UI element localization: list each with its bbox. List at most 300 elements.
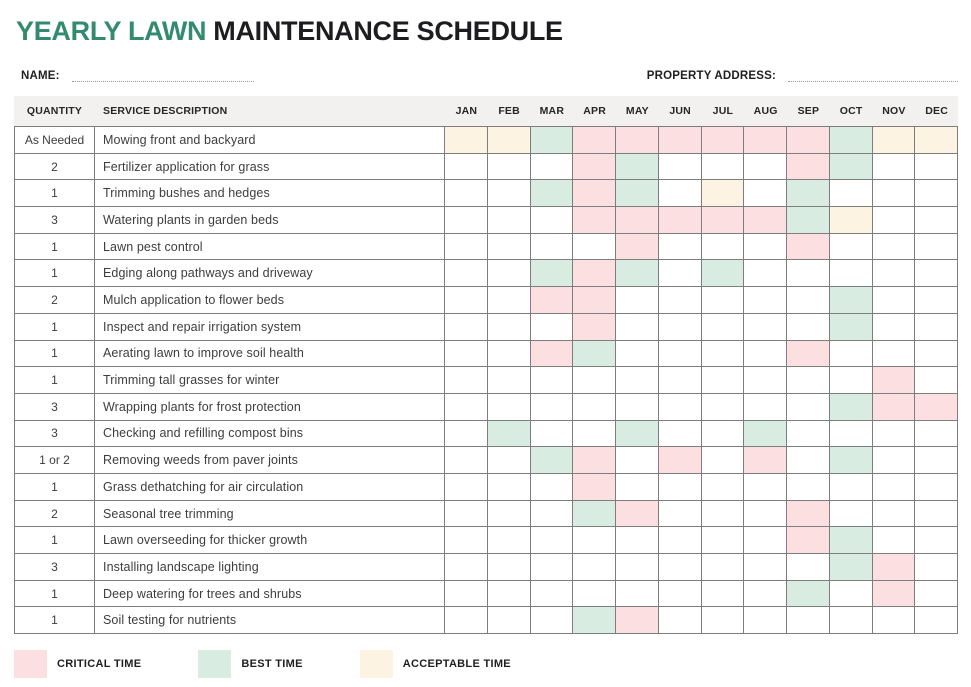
quantity-cell: 1 or 2 bbox=[14, 447, 95, 474]
service-description-cell: Mowing front and backyard bbox=[95, 127, 445, 154]
month-cell bbox=[488, 341, 531, 368]
legend bbox=[14, 650, 958, 678]
month-cell bbox=[659, 447, 702, 474]
month-cell bbox=[830, 581, 873, 608]
month-cell bbox=[445, 260, 488, 287]
quantity-cell: 1 bbox=[14, 260, 95, 287]
service-description-cell: Aerating lawn to improve soil health bbox=[95, 341, 445, 368]
month-cell bbox=[616, 260, 659, 287]
month-cell bbox=[445, 341, 488, 368]
service-description-cell: Lawn overseeding for thicker growth bbox=[95, 527, 445, 554]
month-cell bbox=[488, 180, 531, 207]
month-cell bbox=[787, 154, 830, 181]
month-column-header: JUL bbox=[712, 105, 734, 118]
table-row bbox=[14, 447, 958, 474]
month-cell bbox=[744, 421, 787, 448]
month-cell bbox=[573, 447, 616, 474]
quantity-cell: 3 bbox=[14, 394, 95, 421]
title-highlight: YEARLY LAWN bbox=[16, 16, 207, 46]
quantity-cell: 1 bbox=[14, 607, 95, 634]
title-rest: MAINTENANCE SCHEDULE bbox=[213, 16, 563, 46]
month-cell bbox=[702, 127, 745, 154]
month-cell bbox=[744, 314, 787, 341]
month-cell bbox=[531, 527, 574, 554]
month-cell bbox=[830, 341, 873, 368]
month-cell bbox=[873, 260, 916, 287]
month-cell bbox=[573, 527, 616, 554]
month-cell bbox=[787, 607, 830, 634]
quantity-cell: 1 bbox=[14, 367, 95, 394]
table-row bbox=[14, 234, 958, 261]
table-row bbox=[14, 127, 958, 154]
month-cell bbox=[531, 154, 574, 181]
month-cell bbox=[915, 234, 958, 261]
month-cell bbox=[744, 127, 787, 154]
service-description-cell: Edging along pathways and driveway bbox=[95, 260, 445, 287]
month-cell bbox=[830, 287, 873, 314]
month-cell bbox=[616, 421, 659, 448]
month-cell bbox=[488, 607, 531, 634]
month-cell bbox=[873, 554, 916, 581]
legend-swatch bbox=[198, 650, 231, 678]
month-cell bbox=[744, 341, 787, 368]
month-cell bbox=[488, 421, 531, 448]
month-cell bbox=[744, 154, 787, 181]
month-column-header: AUG bbox=[753, 105, 778, 118]
quantity-cell: 1 bbox=[14, 527, 95, 554]
month-cell bbox=[531, 474, 574, 501]
month-cell bbox=[488, 394, 531, 421]
month-cell bbox=[830, 501, 873, 528]
month-cell bbox=[659, 234, 702, 261]
month-cell bbox=[744, 447, 787, 474]
month-cell bbox=[873, 287, 916, 314]
month-cell bbox=[531, 367, 574, 394]
month-cell bbox=[445, 207, 488, 234]
month-cell bbox=[488, 474, 531, 501]
month-cell bbox=[488, 287, 531, 314]
service-description-cell: Checking and refilling compost bins bbox=[95, 421, 445, 448]
month-cell bbox=[702, 554, 745, 581]
month-cell bbox=[702, 421, 745, 448]
month-cell bbox=[702, 447, 745, 474]
month-cell bbox=[445, 234, 488, 261]
legend-swatch bbox=[360, 650, 393, 678]
month-cell bbox=[787, 554, 830, 581]
month-cell bbox=[702, 207, 745, 234]
month-cell bbox=[787, 180, 830, 207]
month-cell bbox=[744, 180, 787, 207]
month-cell bbox=[873, 447, 916, 474]
month-cell bbox=[702, 180, 745, 207]
service-description-cell: Lawn pest control bbox=[95, 234, 445, 261]
service-description-cell: Deep watering for trees and shrubs bbox=[95, 581, 445, 608]
month-cell bbox=[915, 474, 958, 501]
month-cell bbox=[787, 474, 830, 501]
month-cell bbox=[573, 367, 616, 394]
month-cell bbox=[573, 421, 616, 448]
month-cell bbox=[531, 341, 574, 368]
month-cell bbox=[616, 527, 659, 554]
legend-label: BEST TIME bbox=[241, 658, 303, 671]
month-cell bbox=[702, 287, 745, 314]
table-row bbox=[14, 154, 958, 181]
month-cell bbox=[488, 447, 531, 474]
month-cell bbox=[488, 314, 531, 341]
table-row bbox=[14, 501, 958, 528]
month-cell bbox=[488, 501, 531, 528]
month-cell bbox=[531, 260, 574, 287]
month-cell bbox=[702, 154, 745, 181]
month-column-header: SEP bbox=[797, 105, 820, 118]
month-column-header: JAN bbox=[455, 105, 478, 118]
service-description-cell: Inspect and repair irrigation system bbox=[95, 314, 445, 341]
service-column-header: SERVICE DESCRIPTION bbox=[103, 105, 228, 118]
month-cell bbox=[573, 314, 616, 341]
month-cell bbox=[531, 207, 574, 234]
quantity-cell: 2 bbox=[14, 154, 95, 181]
month-cell bbox=[445, 127, 488, 154]
month-cell bbox=[873, 394, 916, 421]
month-cell bbox=[830, 314, 873, 341]
service-description-cell: Wrapping plants for frost protection bbox=[95, 394, 445, 421]
month-cell bbox=[873, 341, 916, 368]
month-cell bbox=[616, 607, 659, 634]
table-row bbox=[14, 260, 958, 287]
month-cell bbox=[445, 314, 488, 341]
month-cell bbox=[830, 154, 873, 181]
quantity-cell: 1 bbox=[14, 180, 95, 207]
month-cell bbox=[702, 607, 745, 634]
property-address-label: PROPERTY ADDRESS: bbox=[646, 70, 776, 83]
month-cell bbox=[744, 287, 787, 314]
table-row bbox=[14, 314, 958, 341]
month-column-header: JUN bbox=[669, 105, 691, 118]
month-column-header: DEC bbox=[925, 105, 949, 118]
month-cell bbox=[616, 287, 659, 314]
month-cell bbox=[659, 287, 702, 314]
month-cell bbox=[915, 581, 958, 608]
month-cell bbox=[659, 474, 702, 501]
month-cell bbox=[659, 314, 702, 341]
quantity-cell: 2 bbox=[14, 287, 95, 314]
month-cell bbox=[787, 341, 830, 368]
month-cell bbox=[830, 207, 873, 234]
month-cell bbox=[830, 474, 873, 501]
month-cell bbox=[830, 554, 873, 581]
quantity-cell: 1 bbox=[14, 341, 95, 368]
month-cell bbox=[744, 527, 787, 554]
month-cell bbox=[445, 527, 488, 554]
table-row bbox=[14, 527, 958, 554]
name-field bbox=[21, 68, 254, 82]
property-address-input-line[interactable] bbox=[788, 68, 958, 82]
service-description-cell: Grass dethatching for air circulation bbox=[95, 474, 445, 501]
table-row bbox=[14, 341, 958, 368]
month-cell bbox=[702, 314, 745, 341]
month-cell bbox=[616, 394, 659, 421]
quantity-cell: 1 bbox=[14, 474, 95, 501]
month-cell bbox=[873, 127, 916, 154]
month-cell bbox=[915, 207, 958, 234]
month-cell bbox=[616, 154, 659, 181]
month-cell bbox=[488, 527, 531, 554]
month-cell bbox=[659, 527, 702, 554]
month-cell bbox=[445, 554, 488, 581]
month-cell bbox=[573, 234, 616, 261]
month-cell bbox=[830, 180, 873, 207]
month-cell bbox=[787, 127, 830, 154]
month-cell bbox=[616, 234, 659, 261]
month-cell bbox=[445, 154, 488, 181]
table-row bbox=[14, 554, 958, 581]
month-cell bbox=[659, 581, 702, 608]
month-cell bbox=[445, 367, 488, 394]
month-cell bbox=[744, 554, 787, 581]
month-cell bbox=[702, 501, 745, 528]
month-cell bbox=[616, 207, 659, 234]
service-description-cell: Seasonal tree trimming bbox=[95, 501, 445, 528]
month-cell bbox=[573, 180, 616, 207]
month-cell bbox=[744, 207, 787, 234]
month-cell bbox=[445, 474, 488, 501]
month-cell bbox=[531, 501, 574, 528]
month-cell bbox=[787, 527, 830, 554]
table-row bbox=[14, 180, 958, 207]
month-cell bbox=[915, 127, 958, 154]
month-column-header: MAY bbox=[625, 105, 649, 118]
property-address-field bbox=[647, 68, 958, 82]
month-cell bbox=[531, 447, 574, 474]
month-cell bbox=[702, 367, 745, 394]
quantity-cell: 3 bbox=[14, 421, 95, 448]
quantity-cell: 1 bbox=[14, 581, 95, 608]
service-description-cell: Fertilizer application for grass bbox=[95, 154, 445, 181]
month-cell bbox=[573, 501, 616, 528]
month-cell bbox=[787, 260, 830, 287]
month-cell bbox=[573, 474, 616, 501]
month-cell bbox=[531, 581, 574, 608]
table-header bbox=[14, 96, 958, 126]
month-cell bbox=[873, 421, 916, 448]
month-cell bbox=[787, 234, 830, 261]
month-cell bbox=[744, 234, 787, 261]
service-description-cell: Soil testing for nutrients bbox=[95, 607, 445, 634]
month-cell bbox=[573, 260, 616, 287]
month-cell bbox=[531, 421, 574, 448]
legend-label: CRITICAL TIME bbox=[57, 658, 142, 671]
month-cell bbox=[659, 607, 702, 634]
month-cell bbox=[445, 287, 488, 314]
month-cell bbox=[915, 287, 958, 314]
service-description-cell: Installing landscape lighting bbox=[95, 554, 445, 581]
service-description-cell: Removing weeds from paver joints bbox=[95, 447, 445, 474]
month-cell bbox=[830, 421, 873, 448]
month-cell bbox=[616, 581, 659, 608]
month-cell bbox=[744, 501, 787, 528]
month-cell bbox=[830, 367, 873, 394]
month-cell bbox=[787, 581, 830, 608]
month-cell bbox=[573, 154, 616, 181]
page-title bbox=[16, 16, 958, 47]
month-cell bbox=[573, 287, 616, 314]
month-cell bbox=[830, 234, 873, 261]
month-column-header: OCT bbox=[839, 105, 863, 118]
month-cell bbox=[445, 581, 488, 608]
month-cell bbox=[659, 367, 702, 394]
month-cell bbox=[873, 367, 916, 394]
month-cell bbox=[616, 314, 659, 341]
legend-item bbox=[360, 650, 511, 678]
service-description-cell: Trimming bushes and hedges bbox=[95, 180, 445, 207]
month-cell bbox=[744, 260, 787, 287]
month-cell bbox=[915, 180, 958, 207]
month-cell bbox=[787, 287, 830, 314]
month-cell bbox=[830, 394, 873, 421]
month-cell bbox=[830, 260, 873, 287]
month-column-header: APR bbox=[583, 105, 607, 118]
name-input-line[interactable] bbox=[72, 68, 254, 82]
month-column-header: MAR bbox=[539, 105, 565, 118]
quantity-cell: 3 bbox=[14, 207, 95, 234]
month-cell bbox=[873, 527, 916, 554]
month-cell bbox=[616, 554, 659, 581]
month-cell bbox=[659, 180, 702, 207]
month-cell bbox=[915, 260, 958, 287]
month-cell bbox=[531, 554, 574, 581]
month-cell bbox=[744, 367, 787, 394]
legend-item bbox=[14, 650, 141, 678]
month-cell bbox=[787, 314, 830, 341]
month-cell bbox=[488, 581, 531, 608]
service-description-cell: Watering plants in garden beds bbox=[95, 207, 445, 234]
table-row bbox=[14, 607, 958, 634]
form-fields bbox=[21, 64, 958, 82]
month-cell bbox=[531, 287, 574, 314]
month-cell bbox=[702, 474, 745, 501]
month-cell bbox=[531, 394, 574, 421]
month-cell bbox=[531, 180, 574, 207]
month-cell bbox=[616, 127, 659, 154]
quantity-cell: As Needed bbox=[14, 127, 95, 154]
month-cell bbox=[915, 341, 958, 368]
month-cell bbox=[915, 154, 958, 181]
month-cell bbox=[873, 607, 916, 634]
month-cell bbox=[915, 421, 958, 448]
month-cell bbox=[787, 367, 830, 394]
month-cell bbox=[915, 367, 958, 394]
legend-item bbox=[198, 650, 302, 678]
table-row bbox=[14, 394, 958, 421]
month-cell bbox=[702, 581, 745, 608]
month-cell bbox=[659, 501, 702, 528]
month-cell bbox=[659, 207, 702, 234]
month-cell bbox=[830, 527, 873, 554]
month-cell bbox=[616, 474, 659, 501]
month-cell bbox=[787, 394, 830, 421]
month-cell bbox=[915, 527, 958, 554]
name-label: NAME: bbox=[21, 70, 60, 83]
month-cell bbox=[915, 394, 958, 421]
quantity-cell: 1 bbox=[14, 234, 95, 261]
month-cell bbox=[702, 394, 745, 421]
month-cell bbox=[659, 394, 702, 421]
month-cell bbox=[659, 127, 702, 154]
month-cell bbox=[744, 474, 787, 501]
service-description-cell: Mulch application to flower beds bbox=[95, 287, 445, 314]
month-cell bbox=[488, 367, 531, 394]
quantity-cell: 2 bbox=[14, 501, 95, 528]
month-cell bbox=[915, 554, 958, 581]
table-row bbox=[14, 207, 958, 234]
table-row bbox=[14, 287, 958, 314]
month-cell bbox=[787, 421, 830, 448]
month-cell bbox=[616, 501, 659, 528]
month-cell bbox=[659, 554, 702, 581]
month-cell bbox=[573, 207, 616, 234]
month-cell bbox=[573, 581, 616, 608]
month-cell bbox=[873, 154, 916, 181]
month-cell bbox=[488, 234, 531, 261]
month-cell bbox=[744, 607, 787, 634]
month-cell bbox=[573, 607, 616, 634]
month-cell bbox=[616, 447, 659, 474]
month-cell bbox=[873, 581, 916, 608]
month-cell bbox=[702, 341, 745, 368]
month-cell bbox=[659, 341, 702, 368]
month-cell bbox=[873, 314, 916, 341]
month-cell bbox=[531, 607, 574, 634]
month-cell bbox=[744, 394, 787, 421]
schedule-table bbox=[14, 126, 958, 634]
month-cell bbox=[787, 207, 830, 234]
month-cell bbox=[573, 341, 616, 368]
month-cell bbox=[616, 180, 659, 207]
month-cell bbox=[873, 180, 916, 207]
quantity-column-header: QUANTITY bbox=[26, 105, 83, 118]
month-column-header: FEB bbox=[498, 105, 520, 118]
service-description-cell: Trimming tall grasses for winter bbox=[95, 367, 445, 394]
month-cell bbox=[573, 127, 616, 154]
table-row bbox=[14, 367, 958, 394]
month-cell bbox=[915, 447, 958, 474]
month-cell bbox=[830, 127, 873, 154]
month-cell bbox=[531, 314, 574, 341]
month-cell bbox=[873, 474, 916, 501]
month-cell bbox=[445, 421, 488, 448]
table-row bbox=[14, 474, 958, 501]
month-cell bbox=[488, 154, 531, 181]
month-cell bbox=[702, 234, 745, 261]
quantity-cell: 1 bbox=[14, 314, 95, 341]
month-cell bbox=[702, 527, 745, 554]
month-cell bbox=[531, 127, 574, 154]
month-cell bbox=[659, 154, 702, 181]
month-cell bbox=[488, 554, 531, 581]
legend-label: ACCEPTABLE TIME bbox=[402, 658, 511, 671]
month-cell bbox=[445, 447, 488, 474]
month-cell bbox=[830, 607, 873, 634]
month-cell bbox=[659, 421, 702, 448]
month-cell bbox=[915, 314, 958, 341]
month-cell bbox=[445, 394, 488, 421]
month-cell bbox=[915, 607, 958, 634]
month-cell bbox=[445, 607, 488, 634]
month-cell bbox=[787, 501, 830, 528]
month-cell bbox=[873, 207, 916, 234]
month-cell bbox=[488, 207, 531, 234]
month-cell bbox=[915, 501, 958, 528]
